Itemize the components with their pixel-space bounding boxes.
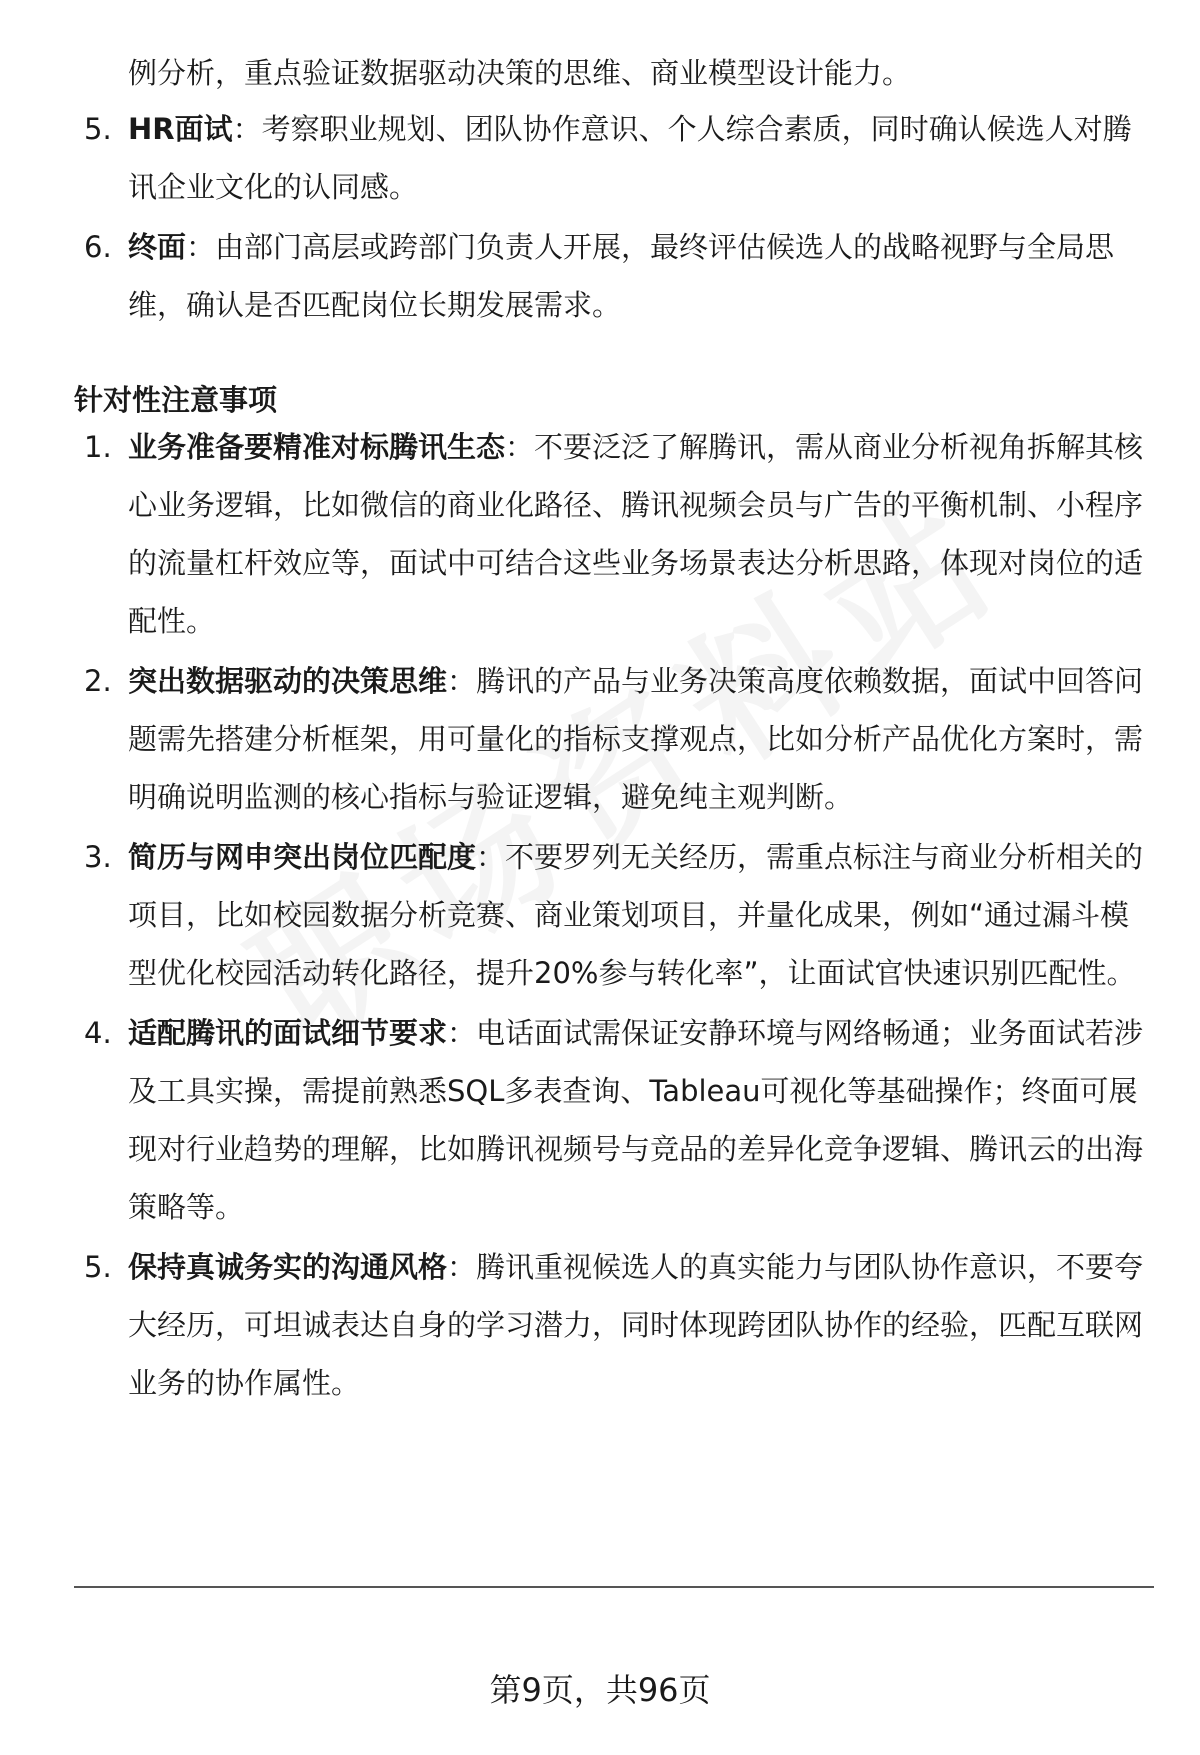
note-term: 突出数据驱动的决策思维 — [128, 664, 448, 698]
list-number: 5. — [84, 1250, 112, 1284]
interview-step-hr — [0, 100, 1200, 216]
step-term: 终面 — [128, 230, 187, 264]
interview-steps-list — [0, 100, 1200, 336]
continuation-text: 例分析，重点验证数据驱动决策的思维、商业模型设计能力。 — [128, 56, 912, 90]
note-term: 保持真诚务实的沟通风格 — [128, 1250, 448, 1284]
footer-divider — [74, 1586, 1154, 1588]
step-text: 由部门高层或跨部门负责人开展，最终评估候选人的战略视野与全局思维，确认是否匹配岗位长期发展需求。 — [128, 230, 1115, 322]
notes-list — [0, 418, 1200, 1414]
note-item — [0, 652, 1200, 826]
note-item — [0, 1238, 1200, 1412]
step-text: 考察职业规划、团队协作意识、个人综合素质，同时确认候选人对腾讯企业文化的认同感。 — [128, 112, 1132, 204]
list-number: 3. — [84, 840, 112, 874]
term-separator: ： — [232, 112, 262, 146]
note-text: 腾讯重视候选人的真实能力与团队协作意识，不要夸大经历，可坦诚表达自身的学习潜力，同时体现跨团队协作的经验，匹配互联网业务的协作属性。 — [128, 1250, 1144, 1400]
term-separator: ： — [447, 1250, 477, 1284]
list-number: 5. — [84, 112, 112, 146]
section-heading: 针对性注意事项 — [74, 383, 278, 417]
note-item — [0, 828, 1200, 1002]
term-separator: ： — [447, 664, 477, 698]
note-text: 不要泛泛了解腾讯，需从商业分析视角拆解其核心业务逻辑，比如微信的商业化路径、腾讯视频会员与广告的平衡机制、小程序的流量杠杆效应等，面试中可结合这些业务场景表达分析思路，体现对岗位的适配性。 — [128, 430, 1144, 638]
note-text: 电话面试需保证安静环境与网络畅通；业务面试若涉及工具实操，需提前熟悉SQL多表查询、Tableau可视化等基础操作；终面可展现对行业趋势的理解，比如腾讯视频号与竞品的差异化竞争逻辑、腾讯云的出海策略等。 — [128, 1016, 1144, 1224]
note-text: 腾讯的产品与业务决策高度依赖数据，面试中回答问题需先搭建分析框架，用可量化的指标支撑观点，比如分析产品优化方案时，需明确说明监测的核心指标与验证逻辑，避免纯主观判断。 — [128, 664, 1144, 814]
term-separator: ： — [186, 230, 216, 264]
note-item — [0, 418, 1200, 650]
interview-step-final — [0, 218, 1200, 334]
note-term: 业务准备要精准对标腾讯生态 — [128, 430, 506, 464]
step-term: HR面试 — [128, 112, 233, 146]
term-separator: ： — [476, 840, 506, 874]
list-number: 6. — [84, 230, 112, 264]
page-number: 第9页，共96页 — [489, 1671, 711, 1709]
term-separator: ： — [447, 1016, 477, 1050]
term-separator: ： — [505, 430, 535, 464]
note-item — [0, 1004, 1200, 1236]
note-term: 适配腾讯的面试细节要求 — [128, 1016, 448, 1050]
note-term: 简历与网申突出岗位匹配度 — [128, 840, 477, 874]
list-number: 2. — [84, 664, 112, 698]
list-number: 1. — [84, 430, 112, 464]
note-text: 不要罗列无关经历，需重点标注与商业分析相关的项目，比如校园数据分析竞赛、商业策划项目，并量化成果，例如“通过漏斗模型优化校园活动转化路径，提升20%参与转化率”，让面试官快速识别匹配性。 — [128, 840, 1144, 990]
list-number: 4. — [84, 1016, 112, 1050]
